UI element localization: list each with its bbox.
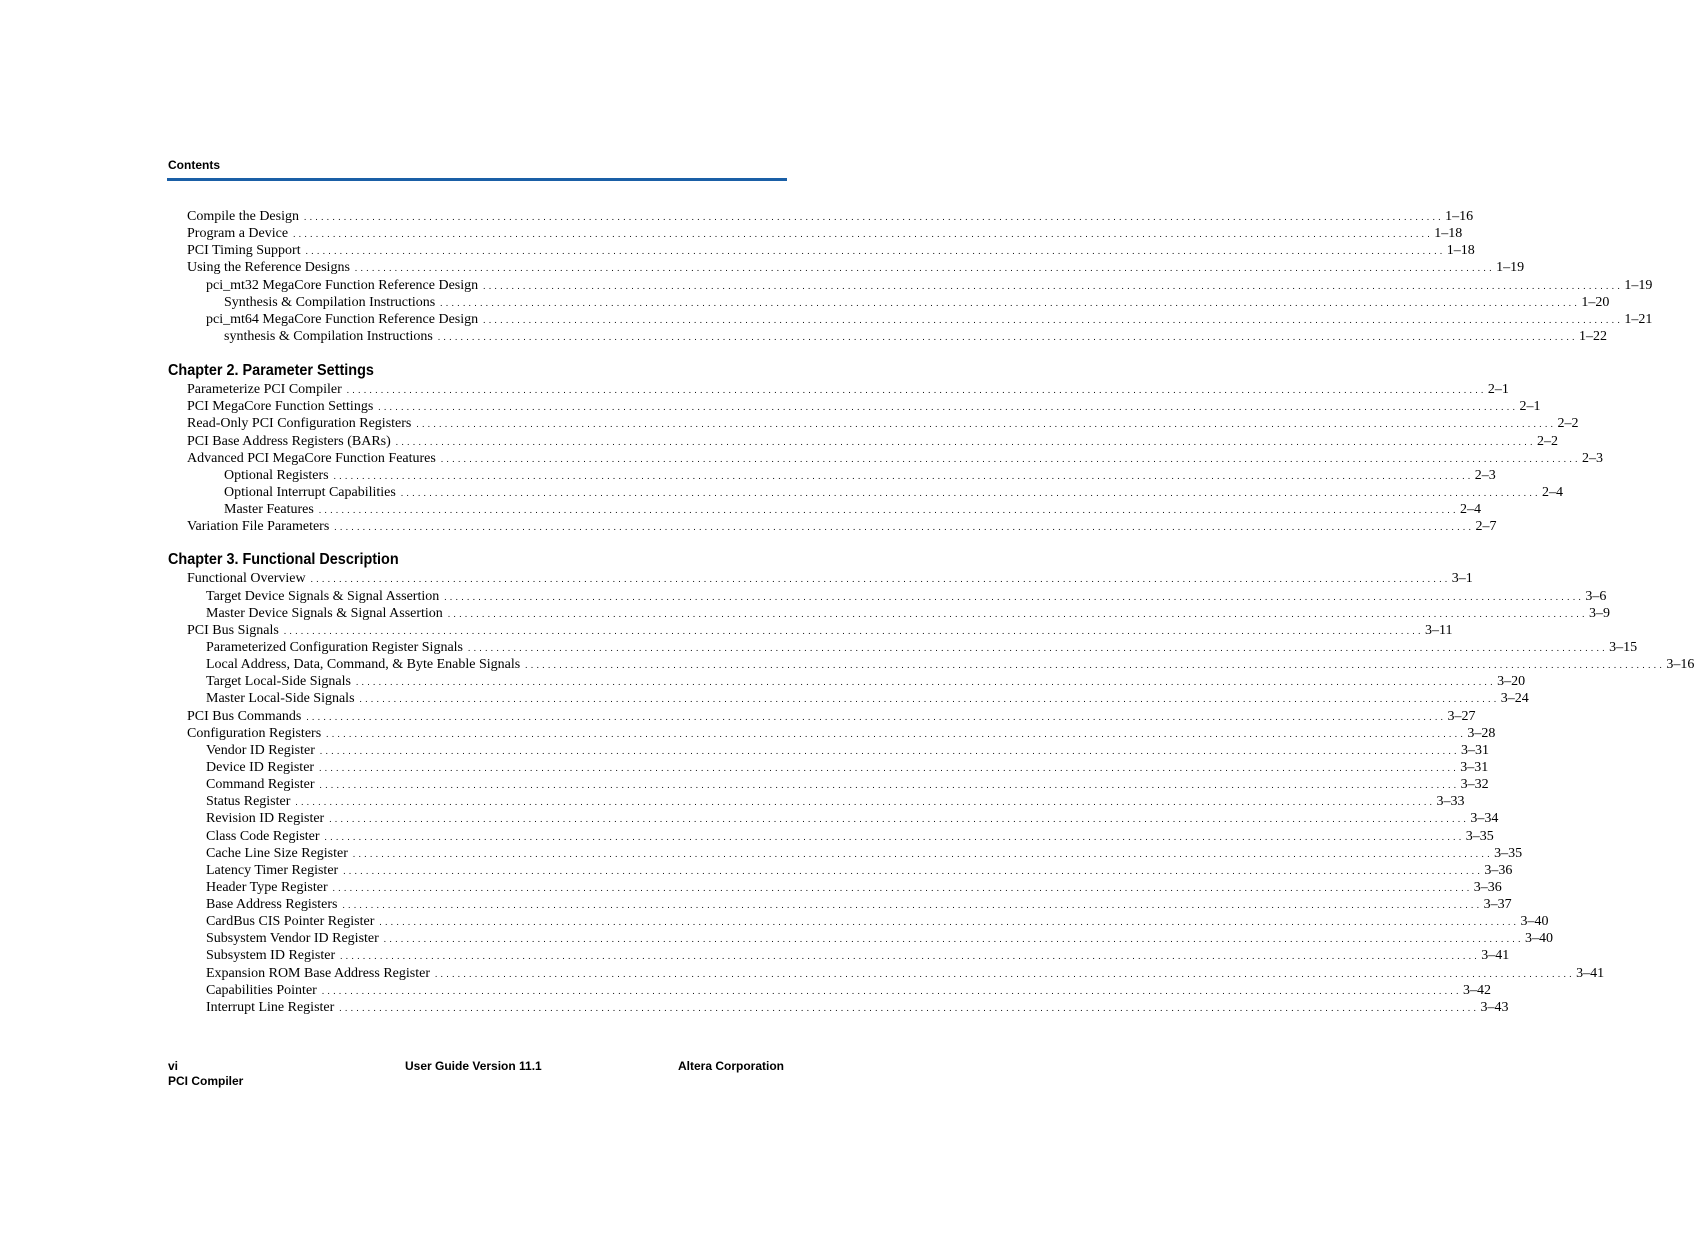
toc-entry-title: Subsystem Vendor ID Register: [206, 931, 379, 947]
footer-doc-version: User Guide Version 11.1: [405, 1059, 542, 1073]
dot-leader: . . . . . . . . . . . . . . . . . . . . . . . . . . . . . . . . . . . . . . . . . . . . . . . . . . . . . . . . . . . . . . . . . . . . . . . . . . . . . . . . . . . . . . . . . . . . . . . . . . . . . . . . . . . . . . . . . . . . . . . . . . . . . . . . . . . . . . . . . . . . . . . . . . . . . . . . . . . . . . . . . . . . . . . . . . . . . . . . . . . . . . . . . . . . . . . . . . . . . . . .: [342, 900, 1480, 911]
dot-leader: . . . . . . . . . . . . . . . . . . . . . . . . . . . . . . . . . . . . . . . . . . . . . . . . . . . . . . . . . . . . . . . . . . . . . . . . . . . . . . . . . . . . . . . . . . . . . . . . . . . . . . . . . . . . . . . . . . . . . . . . . . . . . . . . . . . . . . . . . . . . . . . . . . . . . . . . . . . . . . . . . . . . . . . . . . . . . . . . . . . . . . . . . . . . . . . . . . . . . . . .: [468, 642, 1606, 653]
dot-leader: . . . . . . . . . . . . . . . . . . . . . . . . . . . . . . . . . . . . . . . . . . . . . . . . . . . . . . . . . . . . . . . . . . . . . . . . . . . . . . . . . . . . . . . . . . . . . . . . . . . . . . . . . . . . . . . . . . . . . . . . . . . . . . . . . . . . . . . . . . . . . . . . . . . . . . . . . . . . . . . . . . . . . . . . . . . . . . . . . . . . . . . . . . . . . . . . . . . . . . . .: [379, 917, 1517, 928]
toc-entry[interactable]: [168, 845, 1523, 862]
toc-entry-title: Latency Timer Register: [206, 862, 339, 878]
footer-left: [168, 1059, 243, 1089]
toc-entry[interactable]: [168, 673, 1526, 690]
toc-entry-page: 3–6: [1585, 588, 1607, 604]
toc-entry-title: Compile the Design: [187, 209, 299, 224]
toc-entry-title: Expansion ROM Base Address Register: [206, 965, 430, 981]
dot-leader: . . . . . . . . . . . . . . . . . . . . . . . . . . . . . . . . . . . . . . . . . . . . . . . . . . . . . . . . . . . . . . . . . . . . . . . . . . . . . . . . . . . . . . . . . . . . . . . . . . . . . . . . . . . . . . . . . . . . . . . . . . . . . . . . . . . . . . . . . . . . . . . . . . . . . . . . . . . . . . . . . . . . . . . . . . . . . . . . . . . . . . . . . . . . . . . . . . . . . . . .: [346, 385, 1484, 396]
dot-leader: . . . . . . . . . . . . . . . . . . . . . . . . . . . . . . . . . . . . . . . . . . . . . . . . . . . . . . . . . . . . . . . . . . . . . . . . . . . . . . . . . . . . . . . . . . . . . . . . . . . . . . . . . . . . . . . . . . . . . . . . . . . . . . . . . . . . . . . . . . . . . . . . . . . . . . . . . . . . . . . . . . . . . . . . . . . . . . . . . . . . . . . . . . . . . . . . . . . . . . . .: [306, 711, 1444, 722]
dot-leader: . . . . . . . . . . . . . . . . . . . . . . . . . . . . . . . . . . . . . . . . . . . . . . . . . . . . . . . . . . . . . . . . . . . . . . . . . . . . . . . . . . . . . . . . . . . . . . . . . . . . . . . . . . . . . . . . . . . . . . . . . . . . . . . . . . . . . . . . . . . . . . . . . . . . . . . . . . . . . . . . . . . . . . . . . . . . . . . . . . . . . . . . . . . . . . . . . . . . . . . .: [395, 436, 1533, 447]
dot-leader: . . . . . . . . . . . . . . . . . . . . . . . . . . . . . . . . . . . . . . . . . . . . . . . . . . . . . . . . . . . . . . . . . . . . . . . . . . . . . . . . . . . . . . . . . . . . . . . . . . . . . . . . . . . . . . . . . . . . . . . . . . . . . . . . . . . . . . . . . . . . . . . . . . . . . . . . . . . . . . . . . . . . . . . . . . . . . . . . . . . . . . . . . . . . . . . . . . . . . . . .: [359, 694, 1497, 705]
toc-entry-title: pci_mt64 MegaCore Function Reference Design: [206, 311, 479, 327]
toc-entry-page: 2–4: [1542, 484, 1564, 500]
dot-leader: . . . . . . . . . . . . . . . . . . . . . . . . . . . . . . . . . . . . . . . . . . . . . . . . . . . . . . . . . . . . . . . . . . . . . . . . . . . . . . . . . . . . . . . . . . . . . . . . . . . . . . . . . . . . . . . . . . . . . . . . . . . . . . . . . . . . . . . . . . . . . . . . . . . . . . . . . . . . . . . . . . . . . . . . . . . . . . . . . . . . . . . . . . . . . . . . . . . . . . . .: [437, 331, 1575, 342]
dot-leader: . . . . . . . . . . . . . . . . . . . . . . . . . . . . . . . . . . . . . . . . . . . . . . . . . . . . . . . . . . . . . . . . . . . . . . . . . . . . . . . . . . . . . . . . . . . . . . . . . . . . . . . . . . . . . . . . . . . . . . . . . . . . . . . . . . . . . . . . . . . . . . . . . . . . . . . . . . . . . . . . . . . . . . . . . . . . . . . . . . . . . . . . . . . . . . . . . . . . . . . .: [326, 728, 1464, 739]
toc-entry[interactable]: [168, 913, 1549, 930]
toc-entry-title: Synthesis & Compilation Instructions: [224, 294, 436, 310]
toc-entry-page: 2–3: [1582, 450, 1603, 466]
toc-entry-page: 1–22: [1579, 328, 1607, 344]
toc-entry-page: 3–16: [1666, 657, 1694, 673]
toc-entry-page: 3–33: [1436, 794, 1465, 810]
toc-entry-title: Variation File Parameters: [187, 519, 330, 535]
dot-leader: . . . . . . . . . . . . . . . . . . . . . . . . . . . . . . . . . . . . . . . . . . . . . . . . . . . . . . . . . . . . . . . . . . . . . . . . . . . . . . . . . . . . . . . . . . . . . . . . . . . . . . . . . . . . . . . . . . . . . . . . . . . . . . . . . . . . . . . . . . . . . . . . . . . . . . . . . . . . . . . . . . . . . . . . . . . . . . . . . . . . . . . . . . . . . . . . . . . . . . . .: [440, 297, 1578, 308]
toc-entry-title: Optional Interrupt Capabilities: [224, 484, 396, 500]
dot-leader: . . . . . . . . . . . . . . . . . . . . . . . . . . . . . . . . . . . . . . . . . . . . . . . . . . . . . . . . . . . . . . . . . . . . . . . . . . . . . . . . . . . . . . . . . . . . . . . . . . . . . . . . . . . . . . . . . . . . . . . . . . . . . . . . . . . . . . . . . . . . . . . . . . . . . . . . . . . . . . . . . . . . . . . . . . . . . . . . . . . . . . . . . . . . . . . . . . . . . . . .: [339, 1002, 1477, 1013]
dot-leader: . . . . . . . . . . . . . . . . . . . . . . . . . . . . . . . . . . . . . . . . . . . . . . . . . . . . . . . . . . . . . . . . . . . . . . . . . . . . . . . . . . . . . . . . . . . . . . . . . . . . . . . . . . . . . . . . . . . . . . . . . . . . . . . . . . . . . . . . . . . . . . . . . . . . . . . . . . . . . . . . . . . . . . . . . . . . . . . . . . . . . . . . . . . . . . . . . . . . . . . .: [319, 745, 1458, 756]
toc-entry[interactable]: [168, 862, 1513, 879]
toc-entry-title: Parameterized Configuration Register Signals: [206, 639, 463, 655]
dot-leader: . . . . . . . . . . . . . . . . . . . . . . . . . . . . . . . . . . . . . . . . . . . . . . . . . . . . . . . . . . . . . . . . . . . . . . . . . . . . . . . . . . . . . . . . . . . . . . . . . . . . . . . . . . . . . . . . . . . . . . . . . . . . . . . . . . . . . . . . . . . . . . . . . . . . . . . . . . . . . . . . . . . . . . . . . . . . . . . . . . . . . . . . . . . . . . . . . . . . . . . .: [434, 968, 1573, 979]
toc-entry-title: Revision ID Register: [206, 811, 325, 827]
toc-entry-page: 3–31: [1461, 742, 1490, 758]
toc-entry[interactable]: [168, 828, 1494, 845]
toc-entry-title: pci_mt32 MegaCore Function Reference Design: [206, 277, 479, 293]
chapter-heading: Chapter 2. Parameter Settings: [168, 362, 374, 380]
toc-entry-page: 1–21: [1624, 311, 1653, 327]
toc-entry[interactable]: [168, 433, 1558, 450]
toc-entry[interactable]: [168, 793, 1465, 810]
toc-entry-title: Base Address Registers: [206, 897, 338, 913]
toc-entry-page: 3–41: [1481, 948, 1510, 964]
toc-entry-page: 1–19: [1624, 277, 1653, 293]
toc-entry[interactable]: [168, 965, 1605, 982]
toc-entry-title: PCI Timing Support: [187, 243, 301, 259]
toc-entry[interactable]: [168, 708, 1476, 725]
toc-entry[interactable]: [168, 225, 1463, 242]
dot-leader: . . . . . . . . . . . . . . . . . . . . . . . . . . . . . . . . . . . . . . . . . . . . . . . . . . . . . . . . . . . . . . . . . . . . . . . . . . . . . . . . . . . . . . . . . . . . . . . . . . . . . . . . . . . . . . . . . . . . . . . . . . . . . . . . . . . . . . . . . . . . . . . . . . . . . . . . . . . . . . . . . . . . . . . . . . . . . . . . . . . . . . . . . . . . . . . . . . . . . . . .: [310, 574, 1448, 585]
toc-entry[interactable]: [168, 605, 1610, 622]
toc-entry-page: 2–3: [1474, 467, 1496, 483]
footer-company: Altera Corporation: [677, 1059, 784, 1073]
toc-entry-title: Optional Registers: [224, 467, 329, 483]
toc-entry-page: 2–2: [1557, 416, 1579, 432]
toc-entry-title: Device ID Register: [206, 759, 315, 775]
toc-entry-page: 3–43: [1480, 999, 1509, 1015]
toc-entry-title: Configuration Registers: [187, 725, 322, 741]
toc-entry-title: Functional Overview: [187, 571, 306, 587]
dot-leader: . . . . . . . . . . . . . . . . . . . . . . . . . . . . . . . . . . . . . . . . . . . . . . . . . . . . . . . . . . . . . . . . . . . . . . . . . . . . . . . . . . . . . . . . . . . . . . . . . . . . . . . . . . . . . . . . . . . . . . . . . . . . . . . . . . . . . . . . . . . . . . . . . . . . . . . . . . . . . . . . . . . . . . . . . . . . . . . . . . . . . . . . . . . . . . . . . . . . . . . .: [343, 865, 1481, 876]
toc-entry-page: 3–41: [1576, 965, 1605, 981]
toc-entry-page: 3–36: [1473, 879, 1502, 895]
dot-leader: . . . . . . . . . . . . . . . . . . . . . . . . . . . . . . . . . . . . . . . . . . . . . . . . . . . . . . . . . . . . . . . . . . . . . . . . . . . . . . . . . . . . . . . . . . . . . . . . . . . . . . . . . . . . . . . . . . . . . . . . . . . . . . . . . . . . . . . . . . . . . . . . . . . . . . . . . . . . . . . . . . . . . . . . . . . . . . . . . . . . . . . . . . . . . . . . . . . . . . . .: [378, 402, 1516, 413]
toc-entry[interactable]: [168, 930, 1553, 947]
dot-leader: . . . . . . . . . . . . . . . . . . . . . . . . . . . . . . . . . . . . . . . . . . . . . . . . . . . . . . . . . . . . . . . . . . . . . . . . . . . . . . . . . . . . . . . . . . . . . . . . . . . . . . . . . . . . . . . . . . . . . . . . . . . . . . . . . . . . . . . . . . . . . . . . . . . . . . . . . . . . . . . . . . . . . . . . . . . . . . . . . . . . . . . . . . . . . . . . . . . . . . . .: [340, 951, 1478, 962]
toc-entry[interactable]: [168, 311, 1653, 328]
toc-entry-title: Local Address, Data, Command, & Byte Enable Signals: [206, 657, 521, 673]
toc-entry-title: CardBus CIS Pointer Register: [206, 914, 375, 930]
dot-leader: . . . . . . . . . . . . . . . . . . . . . . . . . . . . . . . . . . . . . . . . . . . . . . . . . . . . . . . . . . . . . . . . . . . . . . . . . . . . . . . . . . . . . . . . . . . . . . . . . . . . . . . . . . . . . . . . . . . . . . . . . . . . . . . . . . . . . . . . . . . . . . . . . . . . . . . . . . . . . . . . . . . . . . . . . . . . . . . . . . . . . . . . . . . . . . . . . . . . . . . .: [283, 625, 1421, 636]
toc-entry-page: 3–42: [1462, 982, 1491, 998]
toc-entry-title: Program a Device: [187, 226, 289, 242]
toc-entry-title: Status Register: [206, 794, 291, 810]
dot-leader: . . . . . . . . . . . . . . . . . . . . . . . . . . . . . . . . . . . . . . . . . . . . . . . . . . . . . . . . . . . . . . . . . . . . . . . . . . . . . . . . . . . . . . . . . . . . . . . . . . . . . . . . . . . . . . . . . . . . . . . . . . . . . . . . . . . . . . . . . . . . . . . . . . . . . . . . . . . . . . . . . . . . . . . . . . . . . . . . . . . . . . . . . . . . . . . . . . . . . . . .: [332, 882, 1470, 893]
toc-entry-page: 3–27: [1447, 708, 1476, 724]
dot-leader: . . . . . . . . . . . . . . . . . . . . . . . . . . . . . . . . . . . . . . . . . . . . . . . . . . . . . . . . . . . . . . . . . . . . . . . . . . . . . . . . . . . . . . . . . . . . . . . . . . . . . . . . . . . . . . . . . . . . . . . . . . . . . . . . . . . . . . . . . . . . . . . . . . . . . . . . . . . . . . . . . . . . . . . . . . . . . . . . . . . . . . . . . . . . . . . . . . . . . . . .: [354, 263, 1493, 274]
dot-leader: . . . . . . . . . . . . . . . . . . . . . . . . . . . . . . . . . . . . . . . . . . . . . . . . . . . . . . . . . . . . . . . . . . . . . . . . . . . . . . . . . . . . . . . . . . . . . . . . . . . . . . . . . . . . . . . . . . . . . . . . . . . . . . . . . . . . . . . . . . . . . . . . . . . . . . . . . . . . . . . . . . . . . . . . . . . . . . . . . . . . . . . . . . . . . . . . . . . . . . . .: [324, 831, 1462, 842]
toc-entry-page: 1–20: [1581, 294, 1610, 310]
toc-entry-title: Command Register: [206, 777, 315, 793]
dot-leader: . . . . . . . . . . . . . . . . . . . . . . . . . . . . . . . . . . . . . . . . . . . . . . . . . . . . . . . . . . . . . . . . . . . . . . . . . . . . . . . . . . . . . . . . . . . . . . . . . . . . . . . . . . . . . . . . . . . . . . . . . . . . . . . . . . . . . . . . . . . . . . . . . . . . . . . . . . . . . . . . . . . . . . . . . . . . . . . . . . . . . . . . . . . . . . . . . . . . . . . .: [295, 797, 1433, 808]
toc-entry-title: Target Local-Side Signals: [206, 674, 351, 690]
toc-entry-page: 3–1: [1451, 571, 1473, 587]
footer-page-number: vi: [168, 1059, 179, 1073]
toc-entry-title: Target Device Signals & Signal Assertion: [206, 588, 440, 604]
toc-entry-title: Read-Only PCI Configuration Registers: [187, 416, 412, 432]
toc-entry[interactable]: [168, 588, 1607, 605]
toc-entry-title: Capabilities Pointer: [206, 982, 317, 998]
toc-entry[interactable]: [168, 450, 1603, 467]
toc-entry[interactable]: [168, 277, 1653, 294]
toc-entry-page: 2–1: [1487, 382, 1509, 398]
toc-entry-title: PCI MegaCore Function Settings: [187, 399, 374, 415]
dot-leader: . . . . . . . . . . . . . . . . . . . . . . . . . . . . . . . . . . . . . . . . . . . . . . . . . . . . . . . . . . . . . . . . . . . . . . . . . . . . . . . . . . . . . . . . . . . . . . . . . . . . . . . . . . . . . . . . . . . . . . . . . . . . . . . . . . . . . . . . . . . . . . . . . . . . . . . . . . . . . . . . . . . . . . . . . . . . . . . . . . . . . . . . . . . . . . . . . . . . . . . .: [525, 660, 1663, 671]
toc-entry-page: 3–34: [1470, 811, 1499, 827]
toc-entry-title: Using the Reference Designs: [187, 260, 350, 276]
toc-entry-page: 3–28: [1467, 725, 1496, 741]
dot-leader: . . . . . . . . . . . . . . . . . . . . . . . . . . . . . . . . . . . . . . . . . . . . . . . . . . . . . . . . . . . . . . . . . . . . . . . . . . . . . . . . . . . . . . . . . . . . . . . . . . . . . . . . . . . . . . . . . . . . . . . . . . . . . . . . . . . . . . . . . . . . . . . . . . . . . . . . . . . . . . . . . . . . . . . . . . . . . . . . . . . . . . . . . . . . . . . . . . . . . . . .: [352, 848, 1491, 859]
dot-leader: . . . . . . . . . . . . . . . . . . . . . . . . . . . . . . . . . . . . . . . . . . . . . . . . . . . . . . . . . . . . . . . . . . . . . . . . . . . . . . . . . . . . . . . . . . . . . . . . . . . . . . . . . . . . . . . . . . . . . . . . . . . . . . . . . . . . . . . . . . . . . . . . . . . . . . . . . . . . . . . . . . . . . . . . . . . . . . . . . . . . . . . . . . . . . . . . . . . . . . . .: [416, 419, 1554, 430]
toc-entry[interactable]: [168, 398, 1541, 415]
dot-leader: . . . . . . . . . . . . . . . . . . . . . . . . . . . . . . . . . . . . . . . . . . . . . . . . . . . . . . . . . . . . . . . . . . . . . . . . . . . . . . . . . . . . . . . . . . . . . . . . . . . . . . . . . . . . . . . . . . . . . . . . . . . . . . . . . . . . . . . . . . . . . . . . . . . . . . . . . . . . . . . . . . . . . . . . . . . . . . . . . . . . . . . . . . . . . . . . . . . . . . . .: [440, 453, 1578, 464]
toc-entry-page: 3–32: [1460, 777, 1489, 793]
toc-entry[interactable]: [168, 947, 1510, 964]
dot-leader: . . . . . . . . . . . . . . . . . . . . . . . . . . . . . . . . . . . . . . . . . . . . . . . . . . . . . . . . . . . . . . . . . . . . . . . . . . . . . . . . . . . . . . . . . . . . . . . . . . . . . . . . . . . . . . . . . . . . . . . . . . . . . . . . . . . . . . . . . . . . . . . . . . . . . . . . . . . . . . . . . . . . . . . . . . . . . . . . . . . . . . . . . . . . . . . . . . . . . . . .: [483, 314, 1621, 325]
running-header: Contents: [168, 158, 220, 172]
toc-entry[interactable]: [168, 999, 1509, 1016]
toc-entry[interactable]: [168, 810, 1499, 827]
toc-entry-title: PCI Bus Commands: [187, 708, 302, 724]
toc-entry-title: Vendor ID Register: [206, 742, 315, 758]
dot-leader: . . . . . . . . . . . . . . . . . . . . . . . . . . . . . . . . . . . . . . . . . . . . . . . . . . . . . . . . . . . . . . . . . . . . . . . . . . . . . . . . . . . . . . . . . . . . . . . . . . . . . . . . . . . . . . . . . . . . . . . . . . . . . . . . . . . . . . . . . . . . . . . . . . . . . . . . . . . . . . . . . . . . . . . . . . . . . . . . . . . . . . . . . . . . . . . . . . . . . . . .: [318, 505, 1456, 516]
toc-entry[interactable]: [168, 725, 1496, 742]
toc-entry-page: 3–9: [1588, 605, 1610, 621]
chapter-heading: Chapter 3. Functional Description: [168, 551, 399, 569]
toc-entry-title: Master Local-Side Signals: [206, 691, 355, 707]
toc-entry[interactable]: [168, 622, 1453, 639]
toc-entry[interactable]: [168, 518, 1497, 535]
table-of-contents: [168, 208, 1694, 1016]
toc-entry[interactable]: [168, 656, 1694, 673]
toc-entry[interactable]: [168, 467, 1496, 484]
toc-entry-page: 3–15: [1609, 639, 1638, 655]
toc-entry[interactable]: [168, 242, 1475, 259]
toc-entry[interactable]: [168, 896, 1512, 913]
toc-entry[interactable]: [168, 570, 1473, 587]
toc-entry-title: Interrupt Line Register: [206, 999, 335, 1015]
toc-entry[interactable]: [168, 294, 1610, 311]
dot-leader: . . . . . . . . . . . . . . . . . . . . . . . . . . . . . . . . . . . . . . . . . . . . . . . . . . . . . . . . . . . . . . . . . . . . . . . . . . . . . . . . . . . . . . . . . . . . . . . . . . . . . . . . . . . . . . . . . . . . . . . . . . . . . . . . . . . . . . . . . . . . . . . . . . . . . . . . . . . . . . . . . . . . . . . . . . . . . . . . . . . . . . . . . . . . . . . . . . . . . . . .: [329, 814, 1467, 825]
toc-entry[interactable]: [168, 381, 1509, 398]
toc-entry-title: Class Code Register: [206, 828, 320, 844]
toc-entry-title: synthesis & Compilation Instructions: [224, 328, 433, 344]
dot-leader: . . . . . . . . . . . . . . . . . . . . . . . . . . . . . . . . . . . . . . . . . . . . . . . . . . . . . . . . . . . . . . . . . . . . . . . . . . . . . . . . . . . . . . . . . . . . . . . . . . . . . . . . . . . . . . . . . . . . . . . . . . . . . . . . . . . . . . . . . . . . . . . . . . . . . . . . . . . . . . . . . . . . . . . . . . . . . . . . . . . . . . . . . . . . . . . . . . . . . . . .: [319, 762, 1457, 773]
toc-entry-page: 1–18: [1446, 243, 1475, 259]
toc-entry-page: 1–18: [1434, 226, 1463, 242]
toc-entry-page: 3–40: [1520, 914, 1549, 930]
toc-entry-page: 2–7: [1475, 519, 1497, 535]
toc-entry-title: Master Device Signals & Signal Assertion: [206, 605, 443, 621]
dot-leader: . . . . . . . . . . . . . . . . . . . . . . . . . . . . . . . . . . . . . . . . . . . . . . . . . . . . . . . . . . . . . . . . . . . . . . . . . . . . . . . . . . . . . . . . . . . . . . . . . . . . . . . . . . . . . . . . . . . . . . . . . . . . . . . . . . . . . . . . . . . . . . . . . . . . . . . . . . . . . . . . . . . . . . . . . . . . . . . . . . . . . . . . . . . . . . . . . . . . . . . .: [334, 522, 1472, 533]
toc-entry[interactable]: [168, 208, 1474, 225]
toc-entry[interactable]: [168, 259, 1525, 276]
footer-product: PCI Compiler: [168, 1074, 244, 1088]
toc-entry[interactable]: [168, 415, 1579, 432]
toc-entry[interactable]: [168, 639, 1638, 656]
header-rule: [167, 178, 787, 181]
toc-entry-page: 3–35: [1494, 845, 1523, 861]
toc-entry-title: Advanced PCI MegaCore Function Features: [187, 450, 436, 466]
toc-entry-title: Header Type Register: [206, 879, 328, 895]
dot-leader: . . . . . . . . . . . . . . . . . . . . . . . . . . . . . . . . . . . . . . . . . . . . . . . . . . . . . . . . . . . . . . . . . . . . . . . . . . . . . . . . . . . . . . . . . . . . . . . . . . . . . . . . . . . . . . . . . . . . . . . . . . . . . . . . . . . . . . . . . . . . . . . . . . . . . . . . . . . . . . . . . . . . . . . . . . . . . . . . . . . . . . . . . . . . . . . . . . . . . . . .: [321, 985, 1459, 996]
toc-entry-page: 2–1: [1519, 399, 1541, 415]
toc-entry-page: 3–11: [1424, 622, 1453, 638]
dot-leader: . . . . . . . . . . . . . . . . . . . . . . . . . . . . . . . . . . . . . . . . . . . . . . . . . . . . . . . . . . . . . . . . . . . . . . . . . . . . . . . . . . . . . . . . . . . . . . . . . . . . . . . . . . . . . . . . . . . . . . . . . . . . . . . . . . . . . . . . . . . . . . . . . . . . . . . . . . . . . . . . . . . . . . . . . . . . . . . . . . . . . . . . . . . . . . . . . . . . . . . .: [447, 608, 1585, 619]
toc-entry-title: Master Features: [224, 502, 314, 518]
dot-leader: . . . . . . . . . . . . . . . . . . . . . . . . . . . . . . . . . . . . . . . . . . . . . . . . . . . . . . . . . . . . . . . . . . . . . . . . . . . . . . . . . . . . . . . . . . . . . . . . . . . . . . . . . . . . . . . . . . . . . . . . . . . . . . . . . . . . . . . . . . . . . . . . . . . . . . . . . . . . . . . . . . . . . . . . . . . . . . . . . . . . . . . . . . . . . . . . . . . . . . . .: [293, 229, 1431, 240]
toc-entry[interactable]: [168, 982, 1491, 999]
toc-entry-title: Subsystem ID Register: [206, 948, 336, 964]
toc-entry-title: Cache Line Size Register: [206, 845, 348, 861]
toc-entry[interactable]: [168, 328, 1607, 345]
toc-entry-page: 3–36: [1484, 862, 1513, 878]
toc-entry-page: 3–35: [1465, 828, 1494, 844]
dot-leader: . . . . . . . . . . . . . . . . . . . . . . . . . . . . . . . . . . . . . . . . . . . . . . . . . . . . . . . . . . . . . . . . . . . . . . . . . . . . . . . . . . . . . . . . . . . . . . . . . . . . . . . . . . . . . . . . . . . . . . . . . . . . . . . . . . . . . . . . . . . . . . . . . . . . . . . . . . . . . . . . . . . . . . . . . . . . . . . . . . . . . . . . . . . . . . . . . . . . . . . .: [355, 677, 1494, 688]
toc-entry[interactable]: [168, 776, 1489, 793]
toc-entry-page: 1–19: [1496, 260, 1525, 276]
toc-entry-page: 3–40: [1524, 931, 1553, 947]
dot-leader: . . . . . . . . . . . . . . . . . . . . . . . . . . . . . . . . . . . . . . . . . . . . . . . . . . . . . . . . . . . . . . . . . . . . . . . . . . . . . . . . . . . . . . . . . . . . . . . . . . . . . . . . . . . . . . . . . . . . . . . . . . . . . . . . . . . . . . . . . . . . . . . . . . . . . . . . . . . . . . . . . . . . . . . . . . . . . . . . . . . . . . . . . . . . . . . . . . . . . . . .: [319, 780, 1457, 791]
dot-leader: . . . . . . . . . . . . . . . . . . . . . . . . . . . . . . . . . . . . . . . . . . . . . . . . . . . . . . . . . . . . . . . . . . . . . . . . . . . . . . . . . . . . . . . . . . . . . . . . . . . . . . . . . . . . . . . . . . . . . . . . . . . . . . . . . . . . . . . . . . . . . . . . . . . . . . . . . . . . . . . . . . . . . . . . . . . . . . . . . . . . . . . . . . . . . . . . . . . . . . . .: [383, 934, 1521, 945]
toc-entry-page: 3–24: [1500, 691, 1529, 707]
toc-entry-title: PCI Base Address Registers (BARs): [187, 433, 391, 449]
dot-leader: . . . . . . . . . . . . . . . . . . . . . . . . . . . . . . . . . . . . . . . . . . . . . . . . . . . . . . . . . . . . . . . . . . . . . . . . . . . . . . . . . . . . . . . . . . . . . . . . . . . . . . . . . . . . . . . . . . . . . . . . . . . . . . . . . . . . . . . . . . . . . . . . . . . . . . . . . . . . . . . . . . . . . . . . . . . . . . . . . . . . . . . . . . . . . . . . . . . . . . . .: [400, 487, 1539, 498]
toc-entry[interactable]: [168, 690, 1529, 707]
dot-leader: . . . . . . . . . . . . . . . . . . . . . . . . . . . . . . . . . . . . . . . . . . . . . . . . . . . . . . . . . . . . . . . . . . . . . . . . . . . . . . . . . . . . . . . . . . . . . . . . . . . . . . . . . . . . . . . . . . . . . . . . . . . . . . . . . . . . . . . . . . . . . . . . . . . . . . . . . . . . . . . . . . . . . . . . . . . . . . . . . . . . . . . . . . . . . . . . . . . . . . . .: [304, 212, 1442, 222]
toc-entry-page: 2–4: [1459, 502, 1481, 518]
dot-leader: . . . . . . . . . . . . . . . . . . . . . . . . . . . . . . . . . . . . . . . . . . . . . . . . . . . . . . . . . . . . . . . . . . . . . . . . . . . . . . . . . . . . . . . . . . . . . . . . . . . . . . . . . . . . . . . . . . . . . . . . . . . . . . . . . . . . . . . . . . . . . . . . . . . . . . . . . . . . . . . . . . . . . . . . . . . . . . . . . . . . . . . . . . . . . . . . . . . . . . . .: [444, 591, 1582, 602]
toc-entry[interactable]: [168, 759, 1489, 776]
toc-entry-page: 3–31: [1460, 759, 1489, 775]
dot-leader: . . . . . . . . . . . . . . . . . . . . . . . . . . . . . . . . . . . . . . . . . . . . . . . . . . . . . . . . . . . . . . . . . . . . . . . . . . . . . . . . . . . . . . . . . . . . . . . . . . . . . . . . . . . . . . . . . . . . . . . . . . . . . . . . . . . . . . . . . . . . . . . . . . . . . . . . . . . . . . . . . . . . . . . . . . . . . . . . . . . . . . . . . . . . . . . . . . . . . . . .: [483, 280, 1621, 291]
toc-entry-page: 3–37: [1483, 897, 1512, 913]
toc-entry-page: 1–16: [1445, 209, 1474, 224]
dot-leader: . . . . . . . . . . . . . . . . . . . . . . . . . . . . . . . . . . . . . . . . . . . . . . . . . . . . . . . . . . . . . . . . . . . . . . . . . . . . . . . . . . . . . . . . . . . . . . . . . . . . . . . . . . . . . . . . . . . . . . . . . . . . . . . . . . . . . . . . . . . . . . . . . . . . . . . . . . . . . . . . . . . . . . . . . . . . . . . . . . . . . . . . . . . . . . . . . . . . . . . .: [305, 246, 1443, 257]
toc-entry[interactable]: [168, 501, 1481, 518]
toc-entry-page: 2–2: [1536, 433, 1558, 449]
toc-entry-page: 3–20: [1497, 674, 1526, 690]
dot-leader: . . . . . . . . . . . . . . . . . . . . . . . . . . . . . . . . . . . . . . . . . . . . . . . . . . . . . . . . . . . . . . . . . . . . . . . . . . . . . . . . . . . . . . . . . . . . . . . . . . . . . . . . . . . . . . . . . . . . . . . . . . . . . . . . . . . . . . . . . . . . . . . . . . . . . . . . . . . . . . . . . . . . . . . . . . . . . . . . . . . . . . . . . . . . . . . . . . . . . . . .: [333, 470, 1471, 481]
toc-entry-title: Parameterize PCI Compiler: [187, 382, 342, 398]
toc-entry-title: PCI Bus Signals: [187, 622, 279, 638]
toc-entry[interactable]: [168, 484, 1564, 501]
toc-entry[interactable]: [168, 742, 1490, 759]
toc-entry[interactable]: [168, 879, 1502, 896]
